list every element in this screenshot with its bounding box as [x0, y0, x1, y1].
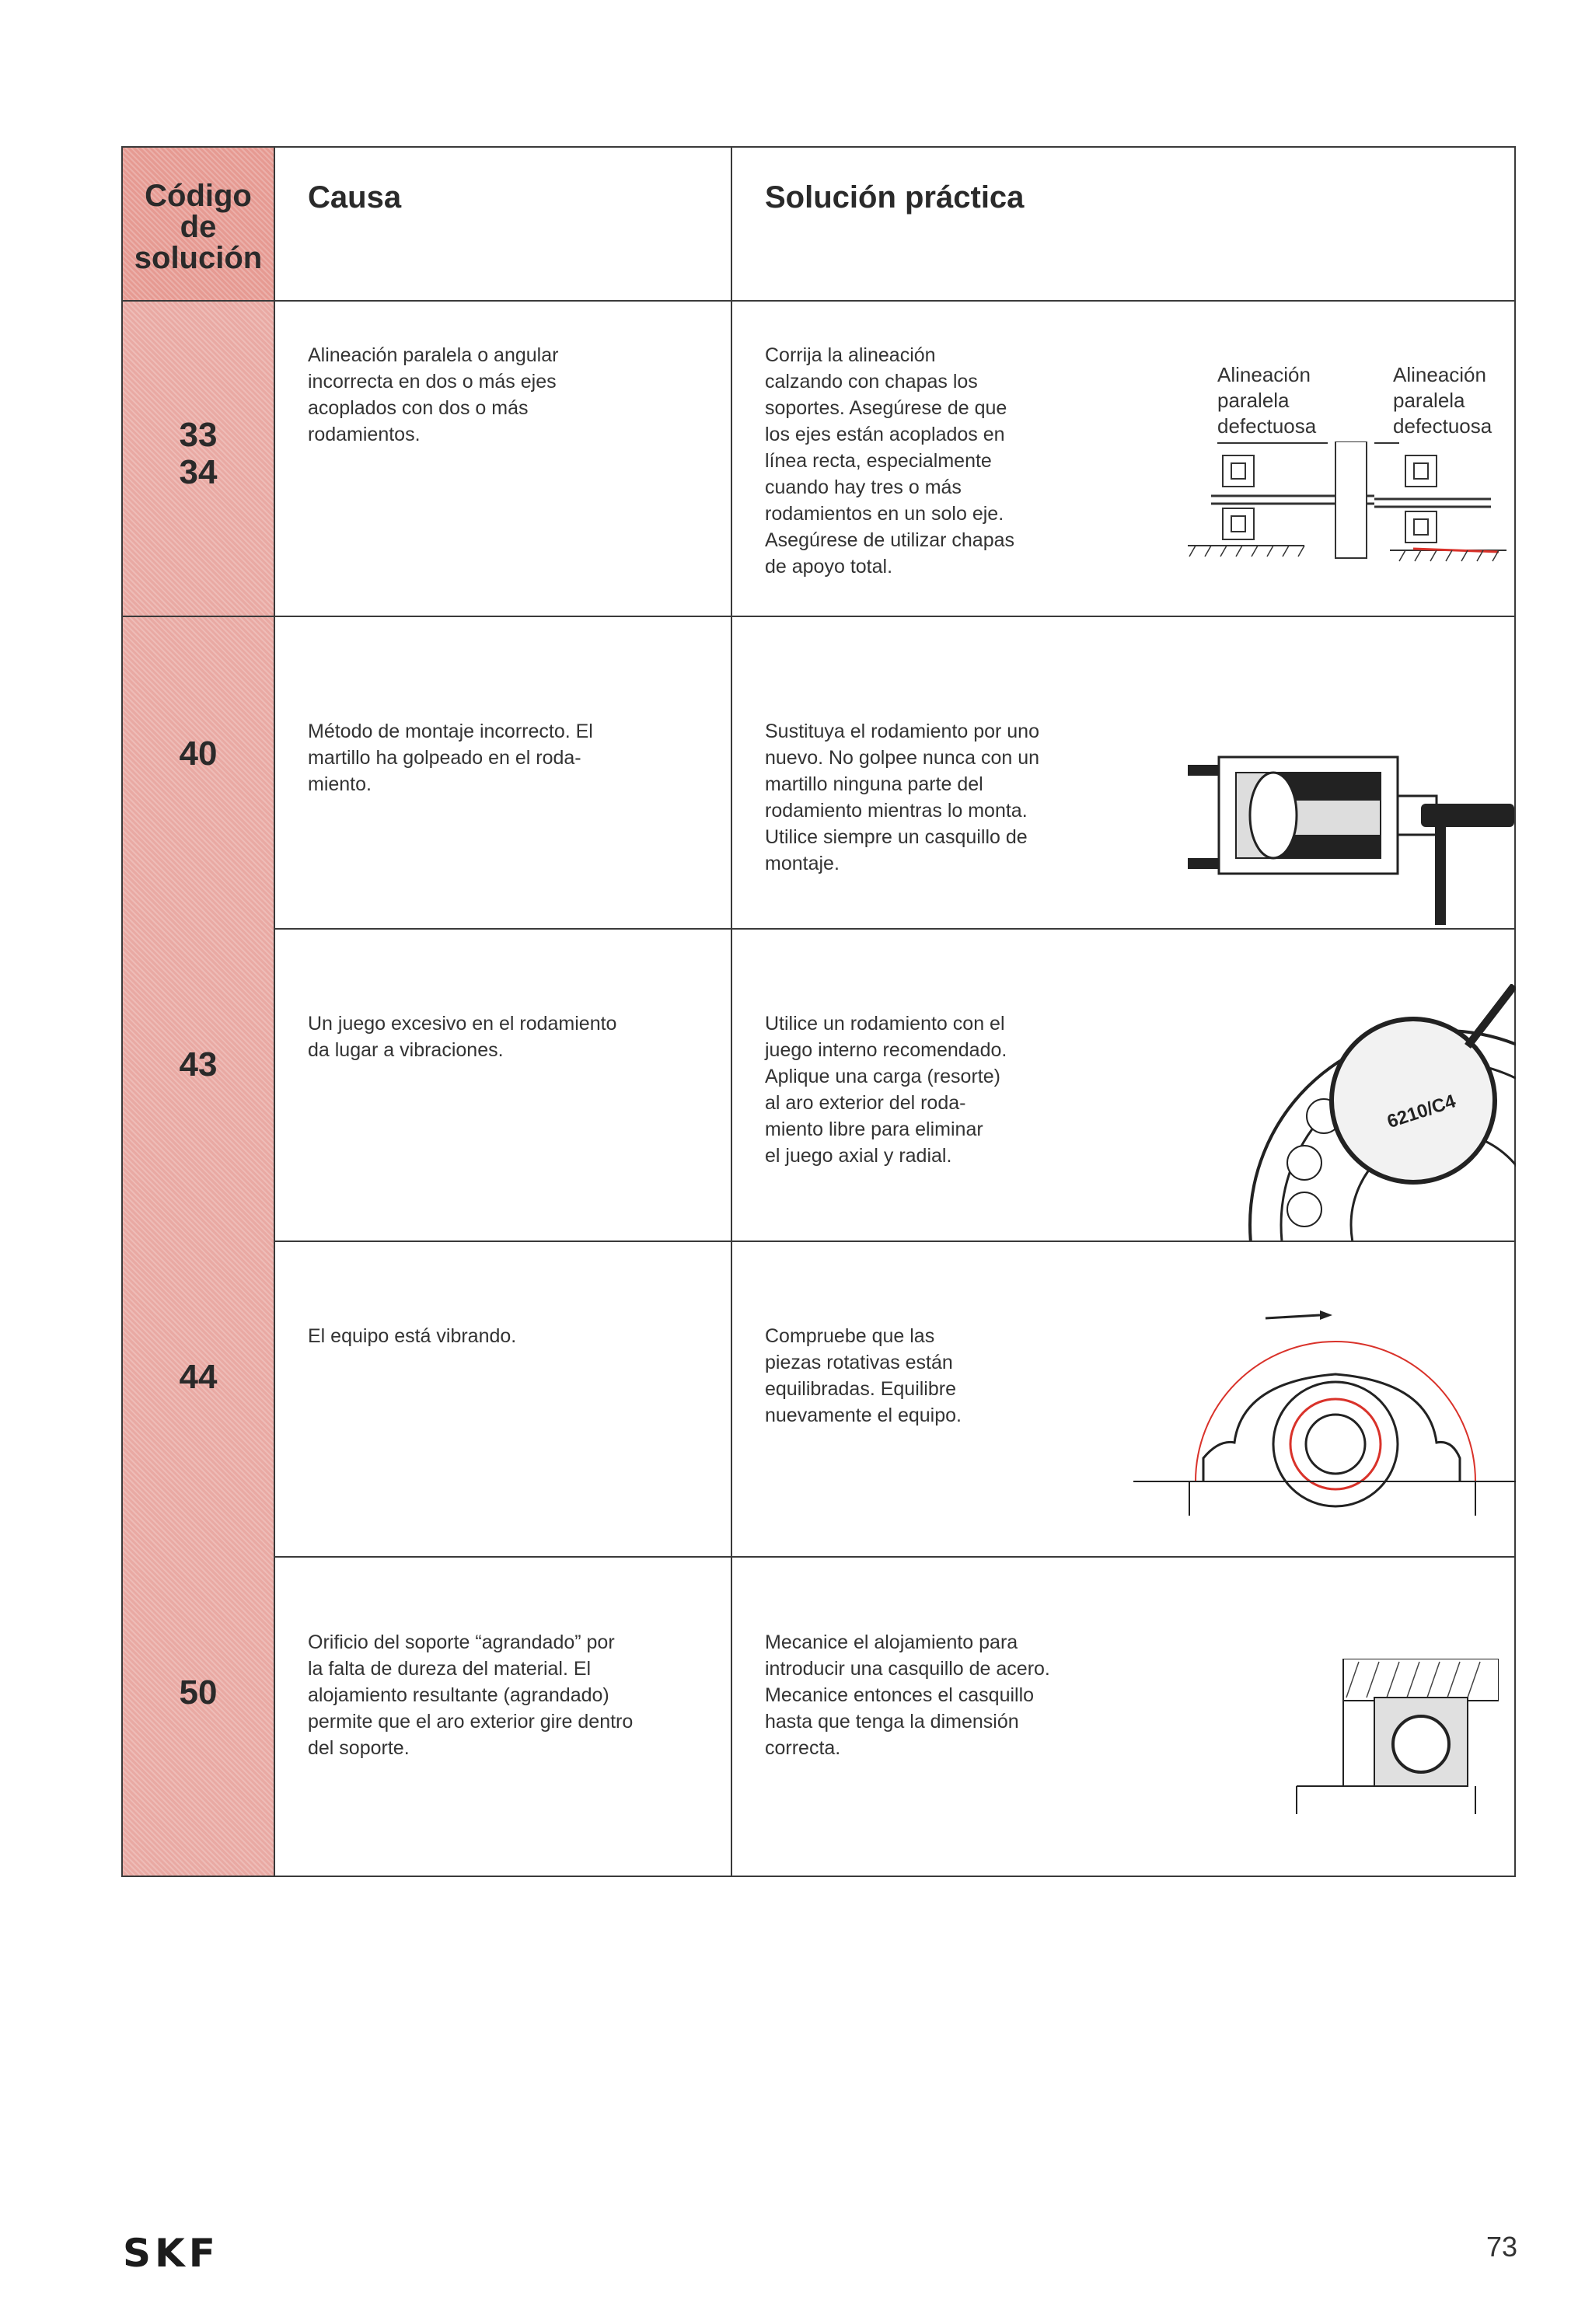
row-cause: Método de montaje incorrecto. El martillo ha golpeado en el roda- miento.: [308, 721, 593, 795]
table-row: [123, 1558, 1514, 1877]
row-solution: Mecanice el alojamiento para introducir una casquillo de acero. Mecanice entonces el casquillo hasta que tenga la dimensión correcta.: [765, 1631, 1050, 1759]
row-cause: El equipo está vibrando.: [308, 1325, 517, 1347]
header-solution: Solución práctica: [765, 180, 1025, 215]
shaft-alignment-diagram: [1180, 441, 1506, 566]
row-code: 44: [179, 1358, 218, 1396]
row-cause: Alineación paralela o angular incorrecta en dos o más ejes acoplados con dos o más rodamientos.: [308, 344, 559, 445]
figure-label-left: Alineación paralela defectuosa: [1217, 363, 1317, 438]
header-code: Código de solución: [134, 179, 263, 275]
row-cause: Un juego excesivo en el rodamiento da lugar a vibraciones.: [308, 1013, 617, 1061]
table-row: [123, 930, 1514, 1241]
row-cause: Orificio del soporte “agrandado” por la falta de dureza del material. El alojamiento resultante (agrandado) permite que el aro exterior gire dentro del soporte.: [308, 1631, 634, 1759]
row-code: 33 34: [179, 416, 218, 491]
row-solution: Compruebe que las piezas rotativas están equilibradas. Equilibre nuevamente el equipo.: [765, 1325, 962, 1426]
bearing-marking: 6210/C4: [1384, 1090, 1458, 1133]
table-row: [123, 1242, 1514, 1556]
row-solution: Utilice un rodamiento con el juego interno recomendado. Aplique una carga (resorte) al aro exterior del roda- miento libre para eliminar el juego axial y radial.: [765, 1013, 1007, 1167]
housing-sleeve-diagram: [1281, 1659, 1499, 1814]
figure-label-right: Alineación paralela defectuosa: [1393, 363, 1492, 438]
row-code: 43: [179, 1045, 218, 1083]
hammer-mounting-diagram: [1188, 726, 1514, 925]
troubleshooting-table: [121, 146, 1516, 1877]
table-row: [123, 617, 1514, 928]
row-code: 50: [179, 1673, 218, 1712]
row-solution: Sustituya el rodamiento por uno nuevo. No golpee nunca con un martillo ninguna parte del rodamiento mientras lo monta. Utilice siempre un casquillo de montaje.: [765, 721, 1040, 874]
header-cause: Causa: [308, 180, 402, 215]
row-solution: Corrija la alineación calzando con chapas los soportes. Asegúrese de que los ejes están acoplados en línea recta, especialmente cuando hay tres o más rodamientos en un solo eje. Asegúrese de utilizar chapas de apoyo total.: [765, 344, 1015, 578]
page-number: 73: [1486, 2231, 1518, 2263]
bearing-clearance-diagram: [1242, 984, 1516, 1241]
skf-logo: SKF: [123, 2231, 219, 2276]
vibration-balance-diagram: [1133, 1276, 1516, 1555]
row-code: 40: [179, 735, 218, 773]
table-row: [123, 302, 1514, 616]
